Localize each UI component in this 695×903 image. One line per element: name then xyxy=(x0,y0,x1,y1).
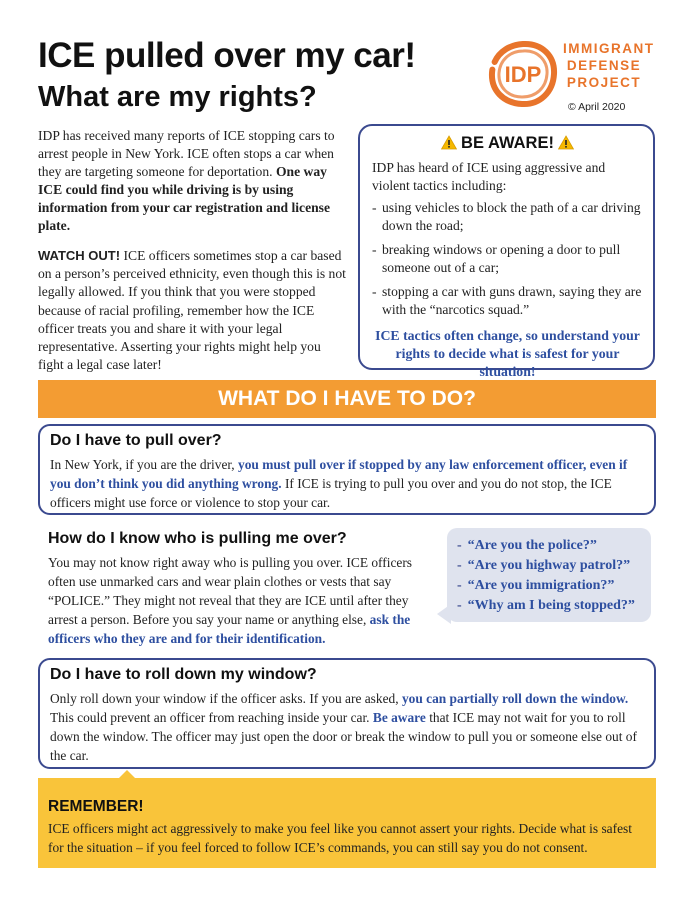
remember-box xyxy=(38,778,656,868)
answer-text: You may not know right away who is pulling you over. ICE officers often use unmarked cars and wear plain clothes or vests that say “POLICE.” They might not reveal that they are ICE until after they arrest a person. Before you say your name or anything else, xyxy=(48,555,412,627)
logo-line: PROJECT xyxy=(566,75,642,90)
section-banner: WHAT DO I HAVE TO DO? xyxy=(38,380,656,418)
question-answer xyxy=(50,455,644,512)
question-answer xyxy=(50,689,644,765)
remember-text: ICE officers might act aggressively to make you feel like you cannot assert your rights. Decide what is safest for the situation – if you feel forced to follow ICE’s commands, you can still say you do not consent. xyxy=(48,821,632,855)
watch-out-text: ICE officers sometimes stop a car based on a person’s perceived ethnicity, even though this is not legally allowed. If you think that you were stopped because of racial profiling, remember how the ICE officer treats you and share it with your legal representative. Asserting your rights might help you fight a legal case later! xyxy=(38,248,346,373)
answer-highlight: Be aware xyxy=(372,710,426,725)
intro-paragraph xyxy=(38,127,348,235)
intro-text: IDP has received many reports of ICE stopping cars to arrest people in New York. ICE often stops a car when they are targeting someone for deportation. xyxy=(38,128,335,179)
be-aware-closing: ICE tactics often change, so understand your rights to decide what is safest for your situation! xyxy=(375,328,640,379)
intro-bold-text: One way ICE could find you while driving is by using information from your car registration and license plate. xyxy=(38,164,330,233)
logo-mark: IDP xyxy=(504,62,542,87)
question-heading: How do I know who is pulling me over? xyxy=(48,530,347,547)
roll-down-window-box xyxy=(38,658,656,769)
answer-text: If ICE is trying to pull you over and you do not stop, the ICE officers might use force or violence to stop your car. xyxy=(50,476,612,510)
pull-over-box xyxy=(38,424,656,515)
list-item: - “Are you highway patrol?” xyxy=(457,558,631,573)
answer-text: In New York, if you are the driver, xyxy=(50,457,235,472)
watch-out-label: WATCH OUT! xyxy=(38,248,121,263)
list-item: - “Are you the police?” xyxy=(457,538,597,553)
question-heading: Do I have to roll down my window? xyxy=(50,666,317,683)
question-heading: Do I have to pull over? xyxy=(50,432,222,449)
be-aware-title: BE AWARE! xyxy=(461,134,554,152)
question-answer xyxy=(48,553,438,648)
answer-highlight: ask the officers who they are and for their identification. xyxy=(48,612,411,646)
question-text: “Are you the police?” xyxy=(467,538,597,553)
answer-highlight: you can partially roll down the window. xyxy=(401,691,629,706)
logo-wordmark xyxy=(563,40,655,91)
list-item: - breaking windows or opening a door to pull someone out of a car; xyxy=(372,241,643,277)
answer-text: that ICE may not wait for you to roll down the window. The officer may just open the door or break the window to pull you or someone else out of the car. xyxy=(50,710,637,763)
be-aware-intro: IDP has heard of ICE using aggressive and violent tactics including: xyxy=(372,160,606,193)
list-item: - “Why am I being stopped?” xyxy=(457,598,635,613)
page-subtitle: What are my rights? xyxy=(38,81,317,113)
questions-speech-bubble xyxy=(447,528,651,622)
warning-icon xyxy=(558,135,574,150)
question-text: “Why am I being stopped?” xyxy=(467,598,635,613)
answer-text: This could prevent an officer from reaching inside your car. xyxy=(50,710,370,725)
idp-logo-icon xyxy=(488,40,558,108)
list-item: - using vehicles to block the path of a car driving down the road; xyxy=(372,199,643,235)
warning-icon xyxy=(441,135,457,150)
watch-out-paragraph xyxy=(38,247,348,374)
list-item: - stopping a car with guns drawn, saying they are with the “narcotics squad.” xyxy=(372,283,643,319)
answer-text: Only roll down your window if the officer asks. If you are asked, xyxy=(50,691,399,706)
tactics-list xyxy=(372,199,643,319)
copyright: © April 2020 xyxy=(568,101,626,113)
logo-line: DEFENSE xyxy=(566,58,642,73)
be-aware-box xyxy=(358,124,655,379)
page-title: ICE pulled over my car! xyxy=(38,36,416,75)
question-text: “Are you highway patrol?” xyxy=(467,558,631,573)
list-item: - “Are you immigration?” xyxy=(457,578,615,593)
remember-heading: REMEMBER! xyxy=(48,798,144,815)
be-aware-heading xyxy=(372,134,643,153)
logo-line: IMMIGRANT xyxy=(563,41,655,56)
answer-highlight: you must pull over if stopped by any law enforcement officer, even if you don’t think you did anything wrong. xyxy=(50,457,628,491)
question-text: “Are you immigration?” xyxy=(467,578,615,593)
who-is-pulling-section xyxy=(48,530,438,648)
